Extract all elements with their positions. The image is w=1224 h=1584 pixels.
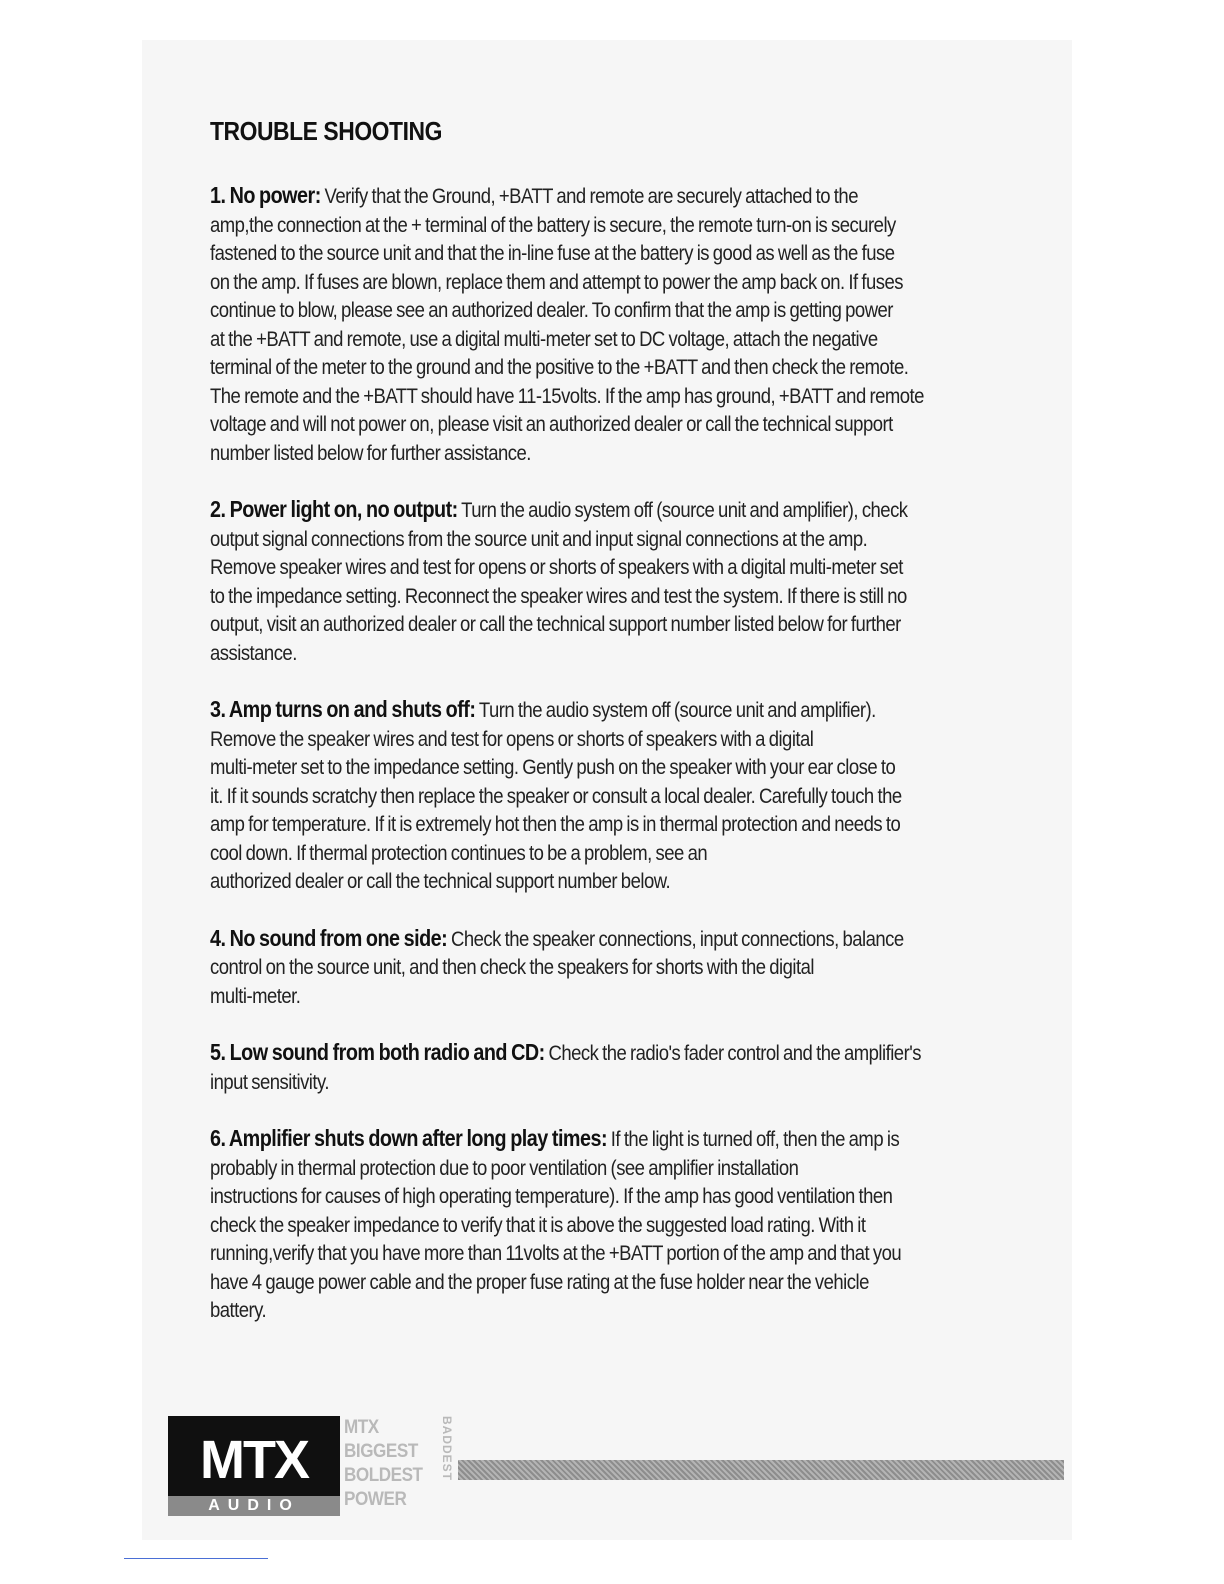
divider bbox=[124, 1558, 268, 1559]
mtx-audio-logo bbox=[168, 1416, 340, 1516]
tagline-line: POWER bbox=[344, 1489, 407, 1510]
tagline-side-text: BADDEST bbox=[440, 1416, 454, 1482]
item-body: Verify that the Ground, +BATT and remote are securely attached to the amp,the connection at the + terminal of the battery is secure, the remote turn-on is securely fastened to the source unit and that the in-line fuse at the battery is good as well as the fuse on the amp. If fuses are blown, replace them and attempt to power the amp back on. If fuses continue to blow, please see an authorized dealer. To confirm that the amp is getting power at the +BATT and remote, use a digital multi-meter set to DC voltage, attach the negative terminal of the meter to the ground and the positive to the +BATT and then check the remote. The remote and the +BATT should have 11-15volts. If the amp has ground, +BATT and remote voltage and will not power on, please visit an authorized dealer or call the technical support number listed below for further assistance. bbox=[210, 184, 924, 465]
item-body: Turn the audio system off (source unit and amplifier). Remove the speaker wires and test for opens or shorts of speakers with a digital multi-meter set to the impedance setting. Gently push on the speaker with your ear close to it. If it sounds scratchy then replace the speaker or consult a local dealer. Carefully touch the amp for temperature. If it is extremely hot then the amp is in thermal protection and needs to cool down. If thermal protection continues to be a problem, see an authorized dealer or call the technical support number below. bbox=[210, 698, 902, 893]
troubleshoot-item-5 bbox=[210, 1038, 1018, 1096]
page-title: TROUBLE SHOOTING bbox=[210, 116, 442, 146]
item-body: Check the speaker connections, input connections, balance control on the source unit, and then check the speakers for shorts with the digital multi-meter. bbox=[210, 926, 904, 1008]
troubleshoot-item-6 bbox=[210, 1124, 1018, 1325]
item-body: Turn the audio system off (source unit and amplifier), check output signal connections from the source unit and input signal connections at the amp. Remove speaker wires and test for opens or shorts of speakers with a digital multi-meter set to the impedance setting. Reconnect the speaker wires and test the system. If there is still no output, visit an authorized dealer or call the technical support number listed below for further assistance. bbox=[210, 498, 908, 665]
brand-tagline bbox=[344, 1416, 434, 1516]
item-body: If the light is turned off, then the amp is probably in thermal protection due to poor ventilation (see amplifier installation instructions for causes of high operating temperature). If the amp has good ventilation then check the speaker impedance to verify that it is above the suggested load rating. With it running,verify that you have more than 11volts at the +BATT portion of the amp and that you have 4 gauge power cable and the proper fuse rating at the fuse holder near the vehicle battery. bbox=[210, 1127, 902, 1322]
footer bbox=[168, 1416, 1068, 1516]
item-heading: 4. No sound from one side: bbox=[210, 924, 448, 951]
item-heading: 3. Amp turns on and shuts off: bbox=[210, 696, 476, 722]
item-heading: 2. Power light on, no output: bbox=[210, 496, 458, 522]
tagline-line: BIGGEST bbox=[344, 1441, 418, 1462]
item-heading: 6. Amplifier shuts down after long play times: bbox=[210, 1125, 608, 1151]
tagline-line: MTX bbox=[344, 1417, 379, 1438]
logo-main-text: MTX bbox=[200, 1430, 308, 1490]
troubleshoot-item-4 bbox=[210, 924, 1018, 1011]
logo-sub-text: AUDIO bbox=[168, 1496, 340, 1516]
tagline-line: BOLDEST bbox=[344, 1465, 423, 1486]
troubleshoot-item-2 bbox=[210, 495, 1018, 667]
troubleshoot-item-3 bbox=[210, 695, 1018, 896]
item-heading: 1. No power: bbox=[210, 182, 321, 208]
decorative-rule-bar bbox=[458, 1460, 1064, 1480]
item-heading: 5. Low sound from both radio and CD: bbox=[210, 1039, 545, 1065]
document-content bbox=[210, 116, 1018, 1353]
item-body: Check the radio's fader control and the amplifier's input sensitivity. bbox=[210, 1041, 921, 1094]
troubleshoot-item-1 bbox=[210, 181, 1018, 467]
